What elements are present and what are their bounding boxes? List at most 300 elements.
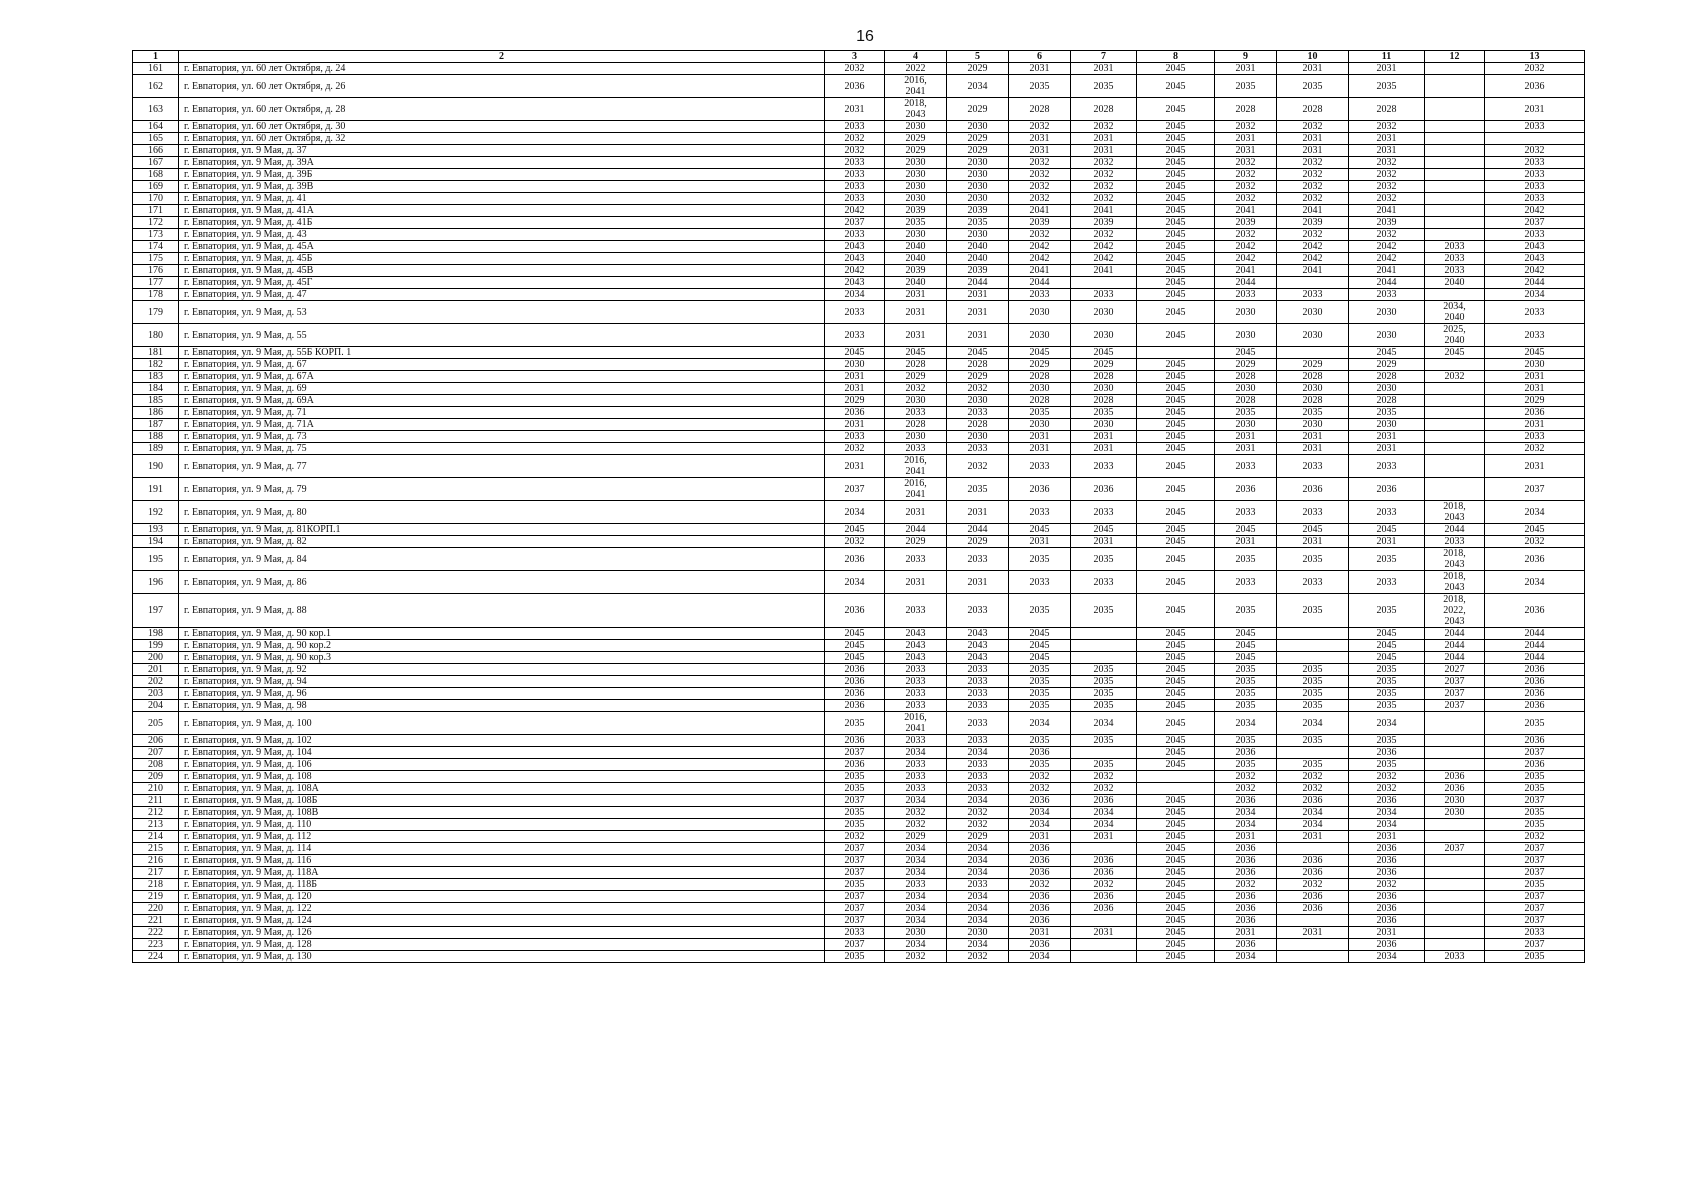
- year-cell: [1425, 831, 1485, 843]
- year-cell: 2016, 2041: [885, 478, 947, 501]
- year-cell: 2034: [1009, 951, 1071, 963]
- address-cell: г. Евпатория, ул. 9 Мая, д. 82: [179, 536, 825, 548]
- table-row: [133, 395, 1585, 407]
- year-cell: 2033: [947, 688, 1009, 700]
- address-cell: г. Евпатория, ул. 9 Мая, д. 90 кор.2: [179, 640, 825, 652]
- year-cell: 2031: [947, 324, 1009, 347]
- year-cell: 2044: [885, 524, 947, 536]
- year-cell: 2029: [947, 371, 1009, 383]
- year-cell: 2035: [1277, 688, 1349, 700]
- year-cell: 2030: [947, 169, 1009, 181]
- year-cell: 2034: [1215, 819, 1277, 831]
- year-cell: 2045: [1137, 277, 1215, 289]
- year-cell: 2031: [947, 571, 1009, 594]
- year-cell: 2045: [1137, 371, 1215, 383]
- row-number-cell: 183: [133, 371, 179, 383]
- year-cell: 2029: [947, 63, 1009, 75]
- address-cell: г. Евпатория, ул. 9 Мая, д. 104: [179, 747, 825, 759]
- year-cell: 2032: [1071, 229, 1137, 241]
- year-cell: 2034, 2040: [1425, 301, 1485, 324]
- year-cell: 2032: [1071, 181, 1137, 193]
- address-cell: г. Евпатория, ул. 9 Мая, д. 128: [179, 939, 825, 951]
- year-cell: 2032: [1215, 193, 1277, 205]
- address-cell: г. Евпатория, ул. 9 Мая, д. 114: [179, 843, 825, 855]
- year-cell: 2035: [1071, 688, 1137, 700]
- year-cell: 2037: [1485, 939, 1585, 951]
- year-cell: 2036: [1349, 939, 1425, 951]
- year-cell: 2033: [885, 594, 947, 628]
- year-cell: 2036: [1425, 783, 1485, 795]
- year-cell: 2041: [1215, 265, 1277, 277]
- year-cell: 2036: [1009, 939, 1071, 951]
- address-cell: г. Евпатория, ул. 9 Мая, д. 39А: [179, 157, 825, 169]
- table-row: [133, 747, 1585, 759]
- column-header: 2: [179, 51, 825, 63]
- year-cell: 2033: [1485, 301, 1585, 324]
- table-row: [133, 676, 1585, 688]
- year-cell: 2033: [1009, 455, 1071, 478]
- year-cell: 2042: [1349, 253, 1425, 265]
- year-cell: 2031: [1215, 133, 1277, 145]
- year-cell: 2037: [825, 891, 885, 903]
- year-cell: 2032: [1349, 771, 1425, 783]
- year-cell: 2031: [1277, 133, 1349, 145]
- year-cell: 2036: [1277, 478, 1349, 501]
- year-cell: 2044: [1009, 277, 1071, 289]
- row-number-cell: 205: [133, 712, 179, 735]
- year-cell: 2044: [1425, 652, 1485, 664]
- year-cell: 2030: [885, 229, 947, 241]
- table-row: [133, 879, 1585, 891]
- year-cell: 2042: [1071, 241, 1137, 253]
- year-cell: 2036: [1277, 795, 1349, 807]
- year-cell: 2037: [1425, 676, 1485, 688]
- year-cell: 2039: [1349, 217, 1425, 229]
- year-cell: 2035: [1349, 664, 1425, 676]
- year-cell: 2033: [1215, 571, 1277, 594]
- year-cell: 2030: [1009, 324, 1071, 347]
- year-cell: 2030: [1485, 359, 1585, 371]
- row-number-cell: 190: [133, 455, 179, 478]
- column-header: 10: [1277, 51, 1349, 63]
- year-cell: 2036: [1009, 915, 1071, 927]
- year-cell: 2037: [825, 855, 885, 867]
- year-cell: 2045: [1137, 951, 1215, 963]
- year-cell: 2036: [1009, 747, 1071, 759]
- year-cell: 2030: [825, 359, 885, 371]
- row-number-cell: 162: [133, 75, 179, 98]
- table-row: [133, 712, 1585, 735]
- year-cell: 2045: [1137, 265, 1215, 277]
- year-cell: 2045: [1137, 927, 1215, 939]
- year-cell: [1277, 939, 1349, 951]
- year-cell: 2034: [885, 891, 947, 903]
- year-cell: 2029: [947, 133, 1009, 145]
- year-cell: 2035: [1009, 548, 1071, 571]
- year-cell: [1277, 347, 1349, 359]
- year-cell: [1425, 431, 1485, 443]
- year-cell: 2022: [885, 63, 947, 75]
- year-cell: 2039: [1277, 217, 1349, 229]
- year-cell: 2036: [1425, 771, 1485, 783]
- year-cell: 2033: [1009, 289, 1071, 301]
- year-cell: [1425, 63, 1485, 75]
- table-row: [133, 903, 1585, 915]
- year-cell: 2033: [1485, 927, 1585, 939]
- table-row: [133, 133, 1585, 145]
- year-cell: 2033: [1485, 181, 1585, 193]
- year-cell: 2033: [825, 229, 885, 241]
- year-cell: 2032: [1349, 169, 1425, 181]
- year-cell: [1425, 181, 1485, 193]
- year-cell: 2034: [1009, 819, 1071, 831]
- year-cell: 2016, 2041: [885, 455, 947, 478]
- year-cell: 2043: [885, 640, 947, 652]
- year-cell: 2045: [1485, 524, 1585, 536]
- year-cell: 2042: [1485, 205, 1585, 217]
- year-cell: 2045: [1137, 548, 1215, 571]
- year-cell: 2035: [1009, 594, 1071, 628]
- address-cell: г. Евпатория, ул. 60 лет Октября, д. 24: [179, 63, 825, 75]
- year-cell: 2033: [1485, 229, 1585, 241]
- row-number-cell: 196: [133, 571, 179, 594]
- year-cell: 2032: [1215, 771, 1277, 783]
- year-cell: 2041: [1009, 205, 1071, 217]
- year-cell: 2045: [1137, 205, 1215, 217]
- year-cell: 2034: [885, 843, 947, 855]
- year-cell: 2018, 2043: [885, 98, 947, 121]
- table-row: [133, 891, 1585, 903]
- table-row: [133, 265, 1585, 277]
- year-cell: 2032: [1349, 229, 1425, 241]
- year-cell: 2045: [1137, 652, 1215, 664]
- year-cell: 2033: [947, 594, 1009, 628]
- year-cell: 2032: [1485, 63, 1585, 75]
- table-row: [133, 855, 1585, 867]
- year-cell: 2030: [947, 395, 1009, 407]
- year-cell: 2034: [1485, 289, 1585, 301]
- year-cell: 2031: [1349, 536, 1425, 548]
- year-cell: 2041: [1349, 205, 1425, 217]
- address-cell: г. Евпатория, ул. 60 лет Октября, д. 26: [179, 75, 825, 98]
- year-cell: 2036: [1349, 478, 1425, 501]
- year-cell: 2042: [825, 265, 885, 277]
- year-cell: 2036: [1215, 903, 1277, 915]
- row-number-cell: 224: [133, 951, 179, 963]
- row-number-cell: 210: [133, 783, 179, 795]
- row-number-cell: 219: [133, 891, 179, 903]
- year-cell: 2036: [1485, 548, 1585, 571]
- year-cell: 2032: [1485, 536, 1585, 548]
- year-cell: [1425, 193, 1485, 205]
- address-cell: г. Евпатория, ул. 9 Мая, д. 90 кор.1: [179, 628, 825, 640]
- year-cell: [1425, 419, 1485, 431]
- address-cell: г. Евпатория, ул. 60 лет Октября, д. 32: [179, 133, 825, 145]
- column-header: 9: [1215, 51, 1277, 63]
- row-number-cell: 198: [133, 628, 179, 640]
- year-cell: 2033: [885, 664, 947, 676]
- year-cell: 2033: [1349, 501, 1425, 524]
- year-cell: 2045: [1137, 795, 1215, 807]
- year-cell: 2027: [1425, 664, 1485, 676]
- table-row: [133, 157, 1585, 169]
- table-row: [133, 735, 1585, 747]
- year-cell: [1277, 915, 1349, 927]
- year-cell: 2035: [1071, 75, 1137, 98]
- row-number-cell: 208: [133, 759, 179, 771]
- year-cell: 2036: [1485, 688, 1585, 700]
- year-cell: 2045: [1137, 536, 1215, 548]
- year-cell: 2032: [825, 145, 885, 157]
- year-cell: 2045: [1137, 664, 1215, 676]
- year-cell: 2032: [1215, 121, 1277, 133]
- year-cell: 2036: [1349, 891, 1425, 903]
- year-cell: 2034: [1349, 807, 1425, 819]
- year-cell: 2045: [1137, 253, 1215, 265]
- year-cell: 2030: [1277, 383, 1349, 395]
- year-cell: 2035: [1277, 735, 1349, 747]
- year-cell: 2036: [1215, 747, 1277, 759]
- year-cell: 2030: [1071, 419, 1137, 431]
- year-cell: 2037: [1485, 867, 1585, 879]
- year-cell: 2035: [1349, 688, 1425, 700]
- year-cell: 2043: [885, 628, 947, 640]
- year-cell: 2032: [1277, 193, 1349, 205]
- year-cell: 2042: [1277, 253, 1349, 265]
- year-cell: 2045: [825, 628, 885, 640]
- year-cell: 2029: [885, 145, 947, 157]
- row-number-cell: 223: [133, 939, 179, 951]
- year-cell: [1277, 951, 1349, 963]
- address-cell: г. Евпатория, ул. 9 Мая, д. 47: [179, 289, 825, 301]
- row-number-cell: 220: [133, 903, 179, 915]
- year-cell: 2035: [1215, 700, 1277, 712]
- year-cell: 2033: [885, 443, 947, 455]
- year-cell: 2035: [825, 807, 885, 819]
- year-cell: 2043: [885, 652, 947, 664]
- year-cell: 2045: [1009, 347, 1071, 359]
- year-cell: 2037: [1485, 795, 1585, 807]
- year-cell: 2036: [1277, 903, 1349, 915]
- year-cell: 2035: [1277, 548, 1349, 571]
- year-cell: 2032: [1009, 121, 1071, 133]
- table-row: [133, 443, 1585, 455]
- year-cell: 2043: [1485, 241, 1585, 253]
- table-row: [133, 664, 1585, 676]
- year-cell: 2033: [825, 157, 885, 169]
- year-cell: 2037: [1485, 855, 1585, 867]
- year-cell: 2033: [947, 735, 1009, 747]
- year-cell: 2041: [1009, 265, 1071, 277]
- year-cell: 2032: [1277, 879, 1349, 891]
- year-cell: 2033: [1485, 193, 1585, 205]
- row-number-cell: 184: [133, 383, 179, 395]
- table-row: [133, 455, 1585, 478]
- year-cell: 2045: [1137, 524, 1215, 536]
- year-cell: 2033: [947, 879, 1009, 891]
- year-cell: 2040: [947, 241, 1009, 253]
- year-cell: 2028: [1277, 98, 1349, 121]
- year-cell: 2031: [1349, 831, 1425, 843]
- year-cell: [1071, 951, 1137, 963]
- year-cell: 2031: [885, 289, 947, 301]
- year-cell: 2032: [1485, 831, 1585, 843]
- address-cell: г. Евпатория, ул. 9 Мая, д. 86: [179, 571, 825, 594]
- year-cell: 2033: [947, 783, 1009, 795]
- year-cell: 2031: [1009, 431, 1071, 443]
- year-cell: [1137, 771, 1215, 783]
- year-cell: 2037: [825, 915, 885, 927]
- year-cell: 2037: [1425, 688, 1485, 700]
- address-cell: г. Евпатория, ул. 60 лет Октября, д. 30: [179, 121, 825, 133]
- year-cell: 2028: [1071, 98, 1137, 121]
- year-cell: 2045: [1137, 735, 1215, 747]
- year-cell: [1425, 915, 1485, 927]
- year-cell: 2029: [947, 98, 1009, 121]
- year-cell: 2034: [1071, 807, 1137, 819]
- year-cell: 2032: [947, 951, 1009, 963]
- year-cell: 2033: [1009, 501, 1071, 524]
- year-cell: 2033: [1215, 501, 1277, 524]
- year-cell: 2028: [1277, 371, 1349, 383]
- year-cell: [1277, 843, 1349, 855]
- table-row: [133, 915, 1585, 927]
- year-cell: 2030: [885, 395, 947, 407]
- year-cell: 2036: [1215, 867, 1277, 879]
- year-cell: 2036: [1009, 867, 1071, 879]
- year-cell: 2036: [1277, 867, 1349, 879]
- year-cell: 2035: [1349, 759, 1425, 771]
- year-cell: 2045: [1137, 571, 1215, 594]
- year-cell: 2042: [1215, 241, 1277, 253]
- year-cell: 2035: [1215, 688, 1277, 700]
- address-cell: г. Евпатория, ул. 9 Мая, д. 45Г: [179, 277, 825, 289]
- year-cell: 2044: [947, 277, 1009, 289]
- year-cell: 2033: [1349, 455, 1425, 478]
- year-cell: [1425, 747, 1485, 759]
- year-cell: 2045: [1137, 407, 1215, 419]
- year-cell: 2037: [825, 478, 885, 501]
- year-cell: 2036: [1485, 735, 1585, 747]
- year-cell: 2029: [947, 831, 1009, 843]
- year-cell: 2031: [947, 501, 1009, 524]
- year-cell: 2035: [1009, 407, 1071, 419]
- year-cell: 2032: [1071, 121, 1137, 133]
- year-cell: 2032: [1071, 771, 1137, 783]
- year-cell: 2035: [1071, 407, 1137, 419]
- year-cell: 2045: [1349, 640, 1425, 652]
- year-cell: 2044: [1425, 524, 1485, 536]
- year-cell: 2037: [825, 867, 885, 879]
- year-cell: [1137, 783, 1215, 795]
- year-cell: 2032: [1009, 169, 1071, 181]
- year-cell: 2032: [1215, 229, 1277, 241]
- table-row: [133, 229, 1585, 241]
- year-cell: 2036: [825, 676, 885, 688]
- year-cell: 2033: [1485, 324, 1585, 347]
- row-number-cell: 218: [133, 879, 179, 891]
- year-cell: 2035: [1485, 712, 1585, 735]
- year-cell: 2033: [947, 771, 1009, 783]
- year-cell: 2030: [947, 431, 1009, 443]
- address-cell: г. Евпатория, ул. 9 Мая, д. 77: [179, 455, 825, 478]
- row-number-cell: 211: [133, 795, 179, 807]
- year-cell: 2031: [1215, 443, 1277, 455]
- year-cell: [1425, 891, 1485, 903]
- year-cell: 2036: [825, 594, 885, 628]
- address-cell: г. Евпатория, ул. 9 Мая, д. 69: [179, 383, 825, 395]
- year-cell: 2031: [825, 98, 885, 121]
- year-cell: 2035: [1215, 664, 1277, 676]
- year-cell: 2045: [885, 347, 947, 359]
- year-cell: 2031: [1071, 831, 1137, 843]
- year-cell: [1425, 927, 1485, 939]
- year-cell: 2039: [1071, 217, 1137, 229]
- table-row: [133, 193, 1585, 205]
- year-cell: 2029: [1349, 359, 1425, 371]
- year-cell: 2032: [947, 807, 1009, 819]
- year-cell: 2031: [1349, 145, 1425, 157]
- address-cell: г. Евпатория, ул. 9 Мая, д. 39Б: [179, 169, 825, 181]
- row-number-cell: 181: [133, 347, 179, 359]
- year-cell: 2031: [1215, 536, 1277, 548]
- row-number-cell: 200: [133, 652, 179, 664]
- year-cell: 2016, 2041: [885, 712, 947, 735]
- year-cell: 2031: [1277, 927, 1349, 939]
- year-cell: 2035: [825, 951, 885, 963]
- year-cell: 2031: [1071, 63, 1137, 75]
- year-cell: 2045: [1137, 121, 1215, 133]
- year-cell: [1425, 133, 1485, 145]
- year-cell: 2030: [1349, 419, 1425, 431]
- year-cell: 2045: [1137, 628, 1215, 640]
- year-cell: 2041: [1349, 265, 1425, 277]
- year-cell: 2028: [1009, 371, 1071, 383]
- year-cell: 2045: [825, 524, 885, 536]
- year-cell: 2031: [825, 383, 885, 395]
- year-cell: 2045: [1137, 903, 1215, 915]
- year-cell: 2035: [825, 819, 885, 831]
- year-cell: 2043: [947, 640, 1009, 652]
- year-cell: [1277, 747, 1349, 759]
- year-cell: 2035: [1277, 407, 1349, 419]
- year-cell: 2044: [947, 524, 1009, 536]
- row-number-cell: 175: [133, 253, 179, 265]
- year-cell: 2032: [1277, 157, 1349, 169]
- year-cell: 2045: [1349, 628, 1425, 640]
- year-cell: 2045: [1349, 652, 1425, 664]
- row-number-cell: 177: [133, 277, 179, 289]
- row-number-cell: 195: [133, 548, 179, 571]
- year-cell: 2039: [885, 265, 947, 277]
- row-number-cell: 166: [133, 145, 179, 157]
- year-cell: 2028: [947, 359, 1009, 371]
- year-cell: 2033: [1485, 431, 1585, 443]
- year-cell: 2031: [885, 501, 947, 524]
- table-row: [133, 571, 1585, 594]
- year-cell: 2045: [1137, 359, 1215, 371]
- year-cell: 2034: [1009, 807, 1071, 819]
- year-cell: 2045: [1137, 700, 1215, 712]
- table-row: [133, 289, 1585, 301]
- year-cell: 2031: [1071, 536, 1137, 548]
- year-cell: 2033: [885, 700, 947, 712]
- year-cell: 2031: [1009, 927, 1071, 939]
- year-cell: [1425, 169, 1485, 181]
- year-cell: 2034: [1349, 819, 1425, 831]
- year-cell: 2042: [825, 205, 885, 217]
- year-cell: 2041: [1277, 265, 1349, 277]
